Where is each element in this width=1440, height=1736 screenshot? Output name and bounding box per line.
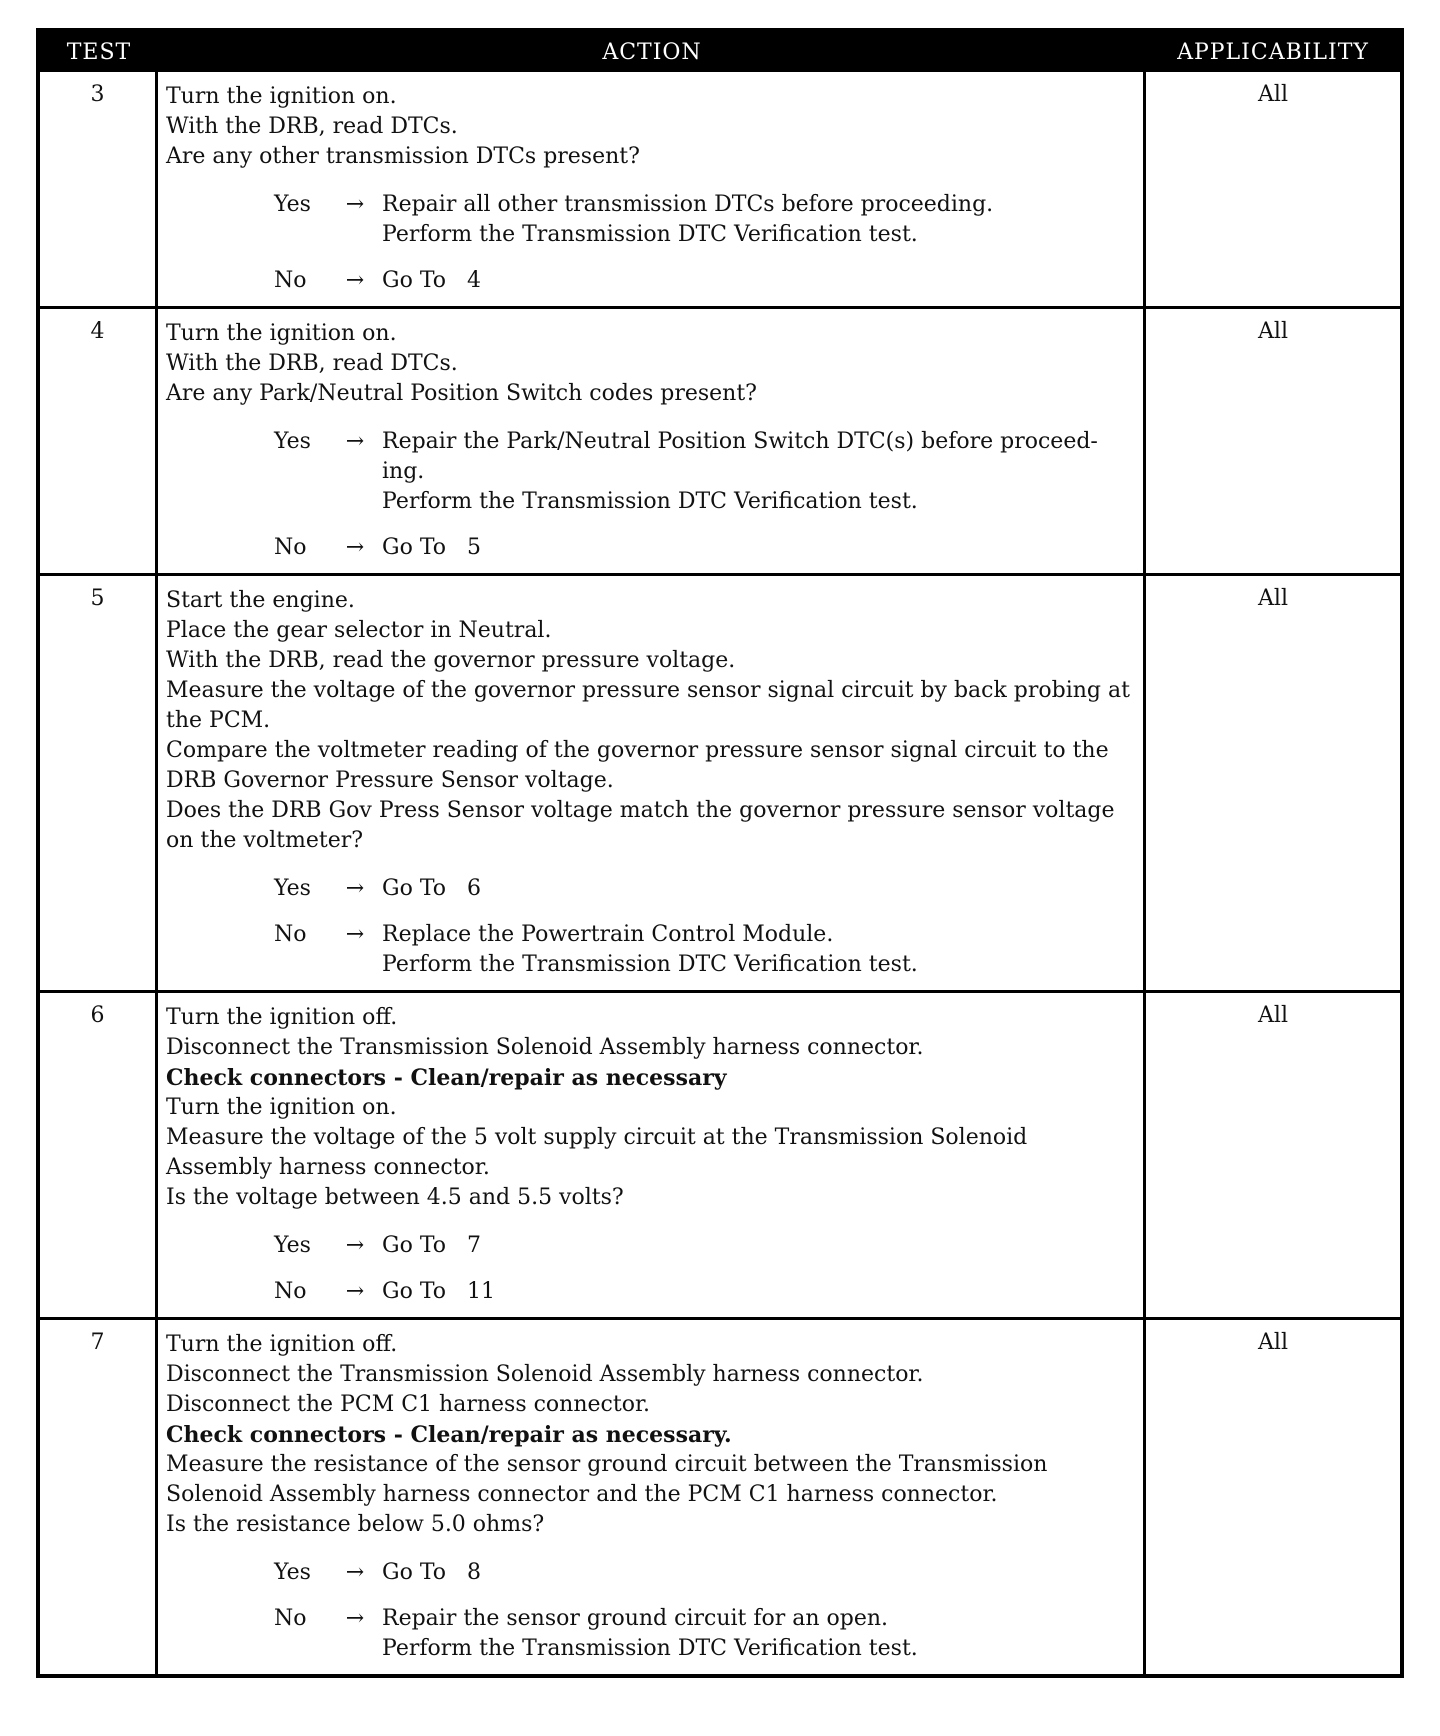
- action-cell: [158, 576, 1146, 990]
- action-step: Turn the ignition off.: [166, 1332, 398, 1357]
- yes-label: Yes: [274, 192, 311, 217]
- no-label: No: [274, 1606, 307, 1631]
- action-step: With the DRB, read the governor pressure voltage.: [166, 648, 736, 673]
- action-step: DRB Governor Pressure Sensor voltage.: [166, 768, 614, 793]
- result-line: Go To 8: [382, 1560, 481, 1585]
- header-applicability: APPLICABILITY: [1177, 39, 1369, 65]
- yes-label: Yes: [274, 1560, 311, 1585]
- result-line: Go To 6: [382, 876, 481, 901]
- no-label: No: [274, 268, 307, 293]
- no-result: [382, 920, 1135, 980]
- no-result: [382, 1604, 1135, 1664]
- yes-label: Yes: [274, 1233, 311, 1258]
- result-line: Perform the Transmission DTC Verification test.: [382, 489, 918, 514]
- yes-label: Yes: [274, 876, 311, 901]
- yes-result: [382, 1231, 1135, 1261]
- result-line: Repair the sensor ground circuit for an open.: [382, 1606, 889, 1631]
- test-number: 5: [40, 576, 158, 990]
- action-step: Place the gear selector in Neutral.: [166, 618, 552, 643]
- action-step: Turn the ignition on.: [166, 321, 397, 346]
- table-body: [40, 72, 1400, 1674]
- no-result: [382, 1277, 1135, 1307]
- applicability-cell: All: [1258, 1003, 1288, 1028]
- table-row: [40, 573, 1400, 990]
- applicability-cell: All: [1258, 82, 1288, 107]
- action-step: Is the resistance below 5.0 ohms?: [166, 1512, 545, 1537]
- yes-branch: [166, 427, 1135, 517]
- result-line: Go To 4: [382, 268, 481, 293]
- no-branch: [166, 1277, 1135, 1307]
- action-cell: [158, 72, 1146, 306]
- result-line: ing.: [382, 459, 425, 484]
- action-step: Is the voltage between 4.5 and 5.5 volts?: [166, 1185, 624, 1210]
- arrow-icon: →: [345, 268, 365, 293]
- no-branch: [166, 533, 1135, 563]
- yes-label: Yes: [274, 429, 311, 454]
- no-result: [382, 533, 1135, 563]
- test-number: 6: [40, 993, 158, 1317]
- applicability-cell: All: [1258, 586, 1288, 611]
- table-row: [40, 306, 1400, 573]
- yes-result: [382, 1558, 1135, 1588]
- result-line: Perform the Transmission DTC Verification test.: [382, 222, 918, 247]
- no-branch: [166, 920, 1135, 980]
- arrow-icon: →: [345, 429, 365, 454]
- arrow-icon: →: [345, 192, 365, 217]
- action-cell: [158, 1320, 1146, 1674]
- test-number: 7: [40, 1320, 158, 1674]
- action-step: Compare the voltmeter reading of the governor pressure sensor signal circuit to the: [166, 738, 1109, 763]
- result-line: Perform the Transmission DTC Verification test.: [382, 952, 918, 977]
- table-header: [40, 32, 1400, 72]
- result-line: Replace the Powertrain Control Module.: [382, 922, 834, 947]
- action-cell: [158, 993, 1146, 1317]
- diagnostic-table: [36, 28, 1404, 1678]
- action-step: Measure the voltage of the governor pressure sensor signal circuit by back probing at: [166, 678, 1130, 703]
- yes-branch: [166, 190, 1135, 250]
- action-step: Disconnect the PCM C1 harness connector.: [166, 1392, 651, 1417]
- yes-result: [382, 190, 1135, 250]
- action-step: Solenoid Assembly harness connector and the PCM C1 harness connector.: [166, 1482, 998, 1507]
- arrow-icon: →: [345, 1606, 365, 1631]
- action-step: With the DRB, read DTCs.: [166, 351, 458, 376]
- table-row: [40, 1317, 1400, 1674]
- yes-result: [382, 427, 1135, 517]
- applicability-cell: All: [1258, 1330, 1288, 1355]
- action-step: Are any other transmission DTCs present?: [166, 144, 640, 169]
- header-test: TEST: [66, 39, 132, 65]
- test-number: 4: [40, 309, 158, 573]
- action-step: Assembly harness connector.: [166, 1155, 490, 1180]
- arrow-icon: →: [345, 1233, 365, 1258]
- action-note: Check connectors - Clean/repair as necessary: [166, 1065, 727, 1091]
- action-step: Start the engine.: [166, 588, 355, 613]
- arrow-icon: →: [345, 1560, 365, 1585]
- action-step: Are any Park/Neutral Position Switch codes present?: [166, 381, 757, 406]
- yes-branch: [166, 874, 1135, 904]
- yes-branch: [166, 1558, 1135, 1588]
- action-step: Measure the voltage of the 5 volt supply circuit at the Transmission Solenoid: [166, 1125, 1028, 1150]
- action-step: Turn the ignition on.: [166, 84, 397, 109]
- result-line: Repair all other transmission DTCs before proceeding.: [382, 192, 994, 217]
- action-cell: [158, 309, 1146, 573]
- action-step: With the DRB, read DTCs.: [166, 114, 458, 139]
- arrow-icon: →: [345, 535, 365, 560]
- action-step: the PCM.: [166, 708, 271, 733]
- result-line: Perform the Transmission DTC Verification test.: [382, 1636, 918, 1661]
- test-number: 3: [40, 72, 158, 306]
- applicability-cell: All: [1258, 319, 1288, 344]
- no-branch: [166, 266, 1135, 296]
- yes-result: [382, 874, 1135, 904]
- no-label: No: [274, 535, 307, 560]
- arrow-icon: →: [345, 876, 365, 901]
- table-row: [40, 72, 1400, 306]
- no-branch: [166, 1604, 1135, 1664]
- action-note: Check connectors - Clean/repair as necessary.: [166, 1422, 732, 1448]
- no-label: No: [274, 922, 307, 947]
- result-line: Go To 11: [382, 1279, 495, 1304]
- action-step: Does the DRB Gov Press Sensor voltage match the governor pressure sensor voltage: [166, 798, 1115, 823]
- table-row: [40, 990, 1400, 1317]
- no-label: No: [274, 1279, 307, 1304]
- yes-branch: [166, 1231, 1135, 1261]
- action-step: Turn the ignition on.: [166, 1095, 397, 1120]
- action-step: Measure the resistance of the sensor ground circuit between the Transmission: [166, 1452, 1048, 1477]
- action-step: Disconnect the Transmission Solenoid Assembly harness connector.: [166, 1362, 924, 1387]
- header-action: ACTION: [602, 39, 702, 65]
- action-step: Turn the ignition off.: [166, 1005, 398, 1030]
- no-result: [382, 266, 1135, 296]
- result-line: Go To 5: [382, 535, 481, 560]
- arrow-icon: →: [345, 1279, 365, 1304]
- arrow-icon: →: [345, 922, 365, 947]
- action-step: Disconnect the Transmission Solenoid Assembly harness connector.: [166, 1035, 924, 1060]
- action-step: on the voltmeter?: [166, 828, 364, 853]
- result-line: Repair the Park/Neutral Position Switch DTC(s) before proceed-: [382, 429, 1098, 454]
- result-line: Go To 7: [382, 1233, 481, 1258]
